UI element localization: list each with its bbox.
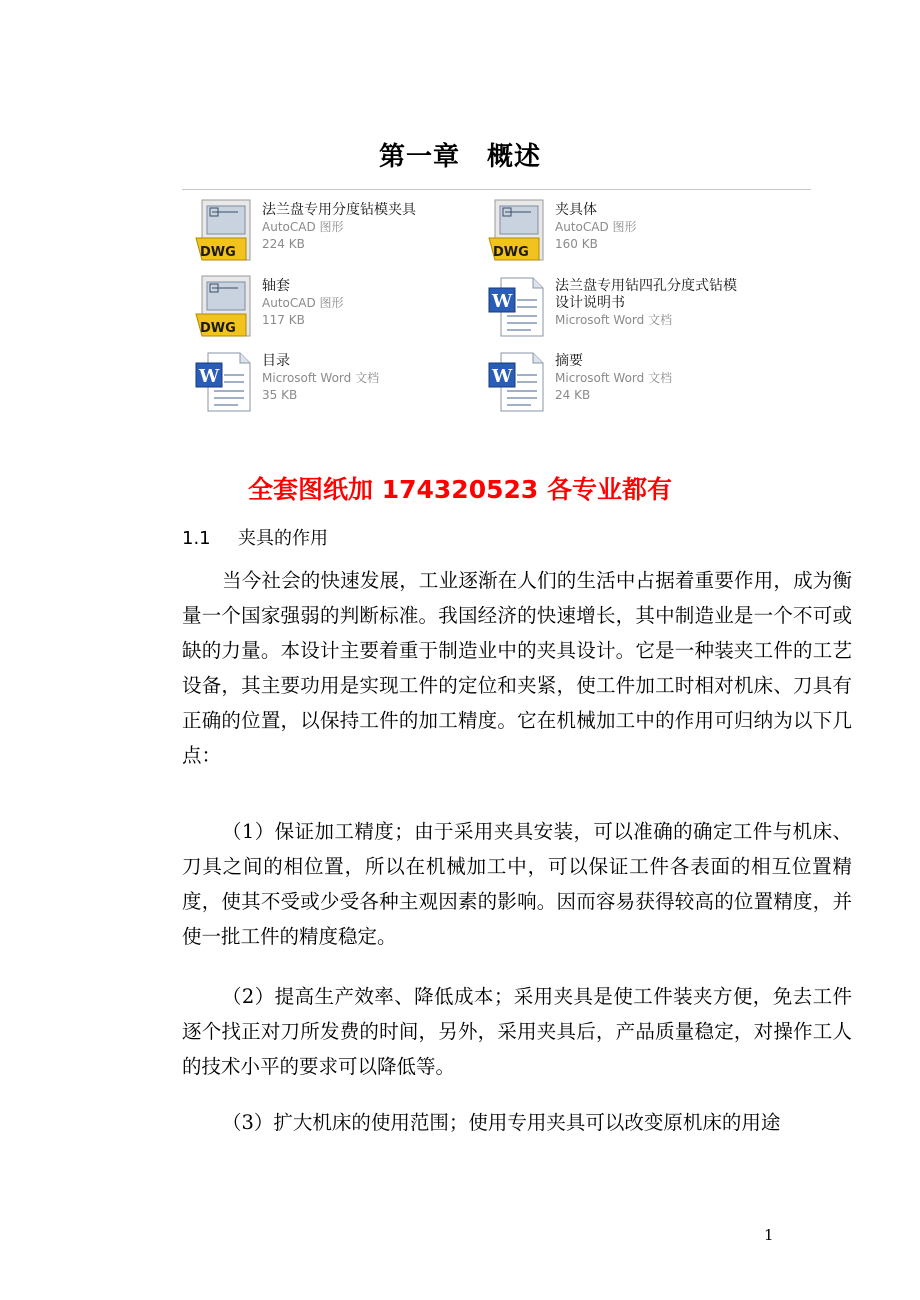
body-paragraph: 当今社会的快速发展，工业逐渐在人们的生活中占据着重要作用，成为衡量一个国家强弱的判断标准。我国经济的快速增长，其中制造业是一个不可或缺的力量。本设计主要着重于制造业中的夹具设计。它是一种装夹工件的工艺设备，其主要功用是实现工件的定位和夹紧，使工件加工时相对机床、刀具有正确的位置，以保持工件的加工精度。它在机械加工中的作用可归纳为以下几点： [182,569,852,767]
file-size: 224 KB [262,237,305,251]
file-item[interactable] [483,347,783,417]
body-paragraph: （1）保证加工精度；由于采用夹具安装，可以准确的确定工件与机床、刀具之间的相位置，所以在机械加工中，可以保证工件各表面的相互位置精度，使其不受或少受各种主观因素的影响。因而容易获得较高的位置精度，并使一批工件的精度稳定。 [182,820,852,948]
file-item[interactable] [190,272,490,342]
file-item[interactable] [190,196,490,266]
dwg-file-icon [190,274,254,340]
body-paragraph: （2）提高生产效率、降低成本；采用夹具是使工件装夹方便，免去工件逐个找正对刀所发费的时间，另外，采用夹具后，产品质量稳定，对操作工人的技术小平的要求可以降低等。 [182,985,852,1078]
file-item[interactable] [483,196,783,266]
divider [182,189,811,190]
svg-text:W: W [199,366,220,387]
section-number: 1.1 [182,528,211,549]
dwg-file-icon [190,198,254,264]
file-name: 法兰盘专用钻四孔分度式钻模 设计说明书 [555,278,737,311]
svg-text:DWG: DWG [200,321,236,336]
svg-text:W: W [492,291,513,312]
file-size: 117 KB [262,313,305,327]
file-size: 24 KB [555,388,591,402]
file-type: AutoCAD 图形 [262,296,344,310]
promo-text: 全套图纸加 174320523 各专业都有 [248,475,672,504]
svg-text:DWG: DWG [493,245,529,260]
dwg-file-icon [483,198,547,264]
file-size: 35 KB [262,388,298,402]
file-type: Microsoft Word 文档 [555,313,673,327]
word-file-icon [190,349,254,415]
file-name: 轴套 [262,278,290,294]
file-size: 160 KB [555,237,598,251]
file-type: Microsoft Word 文档 [555,371,673,385]
chapter-title: 第一章 概述 [378,142,541,172]
page-number: 1 [764,1226,774,1244]
section-title: 夹具的作用 [238,528,328,549]
word-file-icon [483,349,547,415]
file-name: 目录 [262,353,290,369]
file-name: 法兰盘专用分度钻模夹具 [262,202,416,218]
file-name: 夹具体 [555,202,597,218]
svg-text:W: W [492,366,513,387]
svg-text:DWG: DWG [200,245,236,260]
file-type: AutoCAD 图形 [555,220,637,234]
file-type: AutoCAD 图形 [262,220,344,234]
file-name: 摘要 [555,353,583,369]
file-listing [190,196,790,421]
section-heading [182,524,328,550]
file-item[interactable] [483,272,783,342]
file-type: Microsoft Word 文档 [262,371,380,385]
body-paragraph: （3）扩大机床的使用范围；使用专用夹具可以改变原机床的用途 [222,1111,781,1134]
word-file-icon [483,274,547,340]
file-item[interactable] [190,347,490,417]
